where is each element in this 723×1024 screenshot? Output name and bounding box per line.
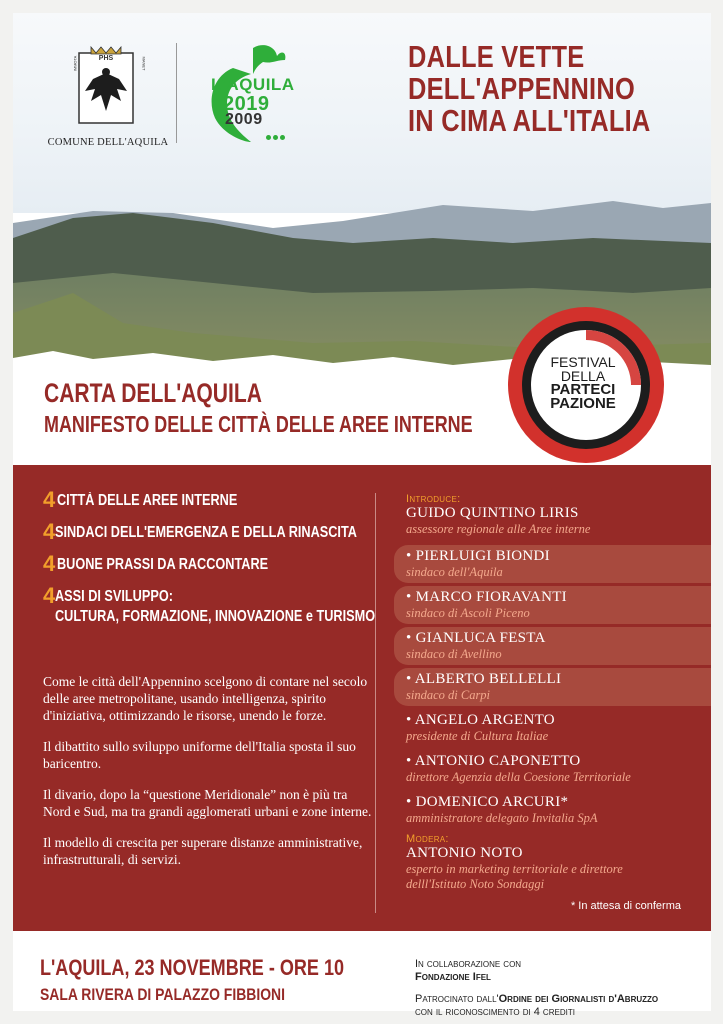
key-point-sub: CULTURA, FORMAZIONE, INNOVAZIONE e TURISMO [55, 608, 376, 625]
key-point-number: 4 [43, 551, 56, 576]
modera-name: ANTONIO NOTO [406, 845, 523, 861]
crest-text: PHS [98, 55, 114, 62]
key-point-main: ASSI DI SVILUPPO: [55, 588, 174, 605]
festival-line-3: PARTECI [550, 381, 616, 398]
event-date [40, 955, 344, 981]
headline [408, 41, 654, 137]
modera-title-2: delll'Istituto Noto Sondaggi [406, 877, 545, 891]
speaker-item [394, 627, 711, 665]
collab-line-4: con il riconoscimento di 4 crediti [415, 1006, 575, 1018]
collab-line-3 [415, 993, 658, 1006]
speaker-item [394, 545, 711, 583]
key-point [43, 553, 373, 575]
key-point-number: 4 [43, 583, 56, 608]
speakers-column [406, 493, 711, 896]
logo-year-text: 2019 [223, 93, 270, 115]
festival-line-1: FESTIVAL [550, 354, 616, 370]
paragraph: Il divario, dopo la “questione Meridionale” non è più tra Nord e Sud, ma tra grandi agglomerati urbani e zone interne. [43, 787, 372, 819]
key-point [43, 521, 373, 543]
carta-subtitle: MANIFESTO DELLE CITTÀ DELLE AREE INTERNE [44, 411, 473, 437]
header-divider [176, 43, 177, 143]
speaker-name: • DOMENICO ARCURI* [406, 794, 569, 810]
introduce-name: GUIDO QUINTINO LIRIS [406, 505, 579, 521]
collab-line-2: Fondazione Ifel [415, 971, 491, 983]
headline-line-2: DELL'APPENNINO [408, 71, 635, 106]
speaker-name: • ANTONIO CAPONETTO [406, 753, 581, 769]
event-venue: SALA RIVERA DI PALAZZO FIBBIONI [40, 985, 285, 1004]
speaker-title: sindaco di Carpi [406, 688, 491, 702]
speaker-item [406, 709, 711, 747]
comune-label: COMUNE DELL'AQUILA [47, 137, 169, 148]
speaker-title: sindaco dell'Aquila [406, 565, 503, 579]
festival-line-2: DELLA [560, 368, 606, 384]
key-point-text: BUONE PRASSI DA RACCONTARE [57, 556, 269, 573]
key-point-text: SINDACI DELL'EMERGENZA E DELLA RINASCITA [55, 524, 358, 541]
key-points-list [43, 487, 376, 637]
carta-title: CARTA DELL'AQUILA [44, 378, 262, 408]
headline-line-3: IN CIMA ALL'ITALIA [408, 103, 651, 138]
logo-social-icons [266, 135, 285, 140]
key-point-text [55, 585, 375, 627]
event-date-text: L'AQUILA, 23 NOVEMBRE [40, 955, 264, 980]
key-point-text: CITTÀ DELLE AREE INTERNE [57, 492, 238, 509]
speaker-name: • MARCO FIORAVANTI [406, 589, 567, 605]
speaker-name: • ALBERTO BELLELLI [406, 671, 562, 687]
key-point [43, 583, 376, 627]
modera-title-1: esperto in marketing territoriale e direttore [406, 862, 623, 876]
event-time: - ORE 10 [263, 955, 345, 980]
manifesto-text [43, 673, 373, 882]
twitter-icon [273, 135, 278, 140]
key-point [43, 489, 373, 511]
speaker-name: • ANGELO ARGENTO [406, 712, 555, 728]
modera-block [406, 833, 711, 892]
paragraph: Il dibattito sullo sviluppo uniforme dell'Italia sposta il suo baricentro. [43, 739, 356, 771]
introduce-label: Introduce: [406, 493, 461, 505]
speaker-name: • GIANLUCA FESTA [406, 630, 546, 646]
speaker-title: sindaco di Avellino [406, 647, 502, 661]
collab-line-1: In collaborazione con [415, 958, 522, 970]
crest-motto-right: MANET [141, 56, 147, 71]
speaker-title: amministratore delegato Invitalia SpA [406, 811, 598, 825]
crest-motto-left: IMMOTA [72, 55, 78, 72]
modera-label: Modera: [406, 833, 449, 845]
festival-line-4: PAZIONE [550, 395, 616, 412]
headline-line-1: DALLE VETTE [408, 39, 585, 74]
speaker-title: direttore Agenzia della Coesione Territoriale [406, 770, 631, 784]
paragraph: Come le città dell'Appennino scelgono di contare nel secolo delle aree metropolitane, usando intelligenza, spirito d'iniziativa, ottimizzando le risorse, unendo le forze. [43, 674, 368, 723]
introduce-title: assessore regionale alle Aree interne [406, 522, 591, 536]
facebook-icon [266, 135, 271, 140]
speaker-item [394, 586, 711, 624]
speaker-name: • PIERLUIGI BIONDI [406, 548, 550, 564]
column-divider [375, 493, 376, 913]
speaker-item [406, 750, 711, 788]
speaker-title: sindaco di Ascoli Piceno [406, 606, 530, 620]
speaker-title: presidente di Cultura Italiae [406, 729, 549, 743]
introduce-block [406, 493, 711, 537]
paragraph: Il modello di crescita per superare distanze amministrative, infrastrutturali, di servizi. [43, 835, 363, 867]
key-point-number: 4 [43, 519, 56, 544]
key-point-number: 4 [43, 487, 56, 512]
speaker-item [394, 668, 711, 706]
collab-line-3a: Patrocinato dall' [415, 993, 499, 1005]
logo-city-text: L'AQUILA [211, 75, 295, 94]
collaboration-info [415, 958, 658, 1019]
confirmation-note: * In attesa di conferma [570, 900, 681, 912]
logo-year-reflect-text: 2009 [225, 111, 263, 128]
festival-text [533, 355, 633, 411]
speaker-item [406, 791, 711, 829]
collab-line-3b: Ordine dei Giornalisti d'Abruzzo [498, 993, 659, 1005]
poster [13, 13, 711, 1018]
instagram-icon [280, 135, 285, 140]
